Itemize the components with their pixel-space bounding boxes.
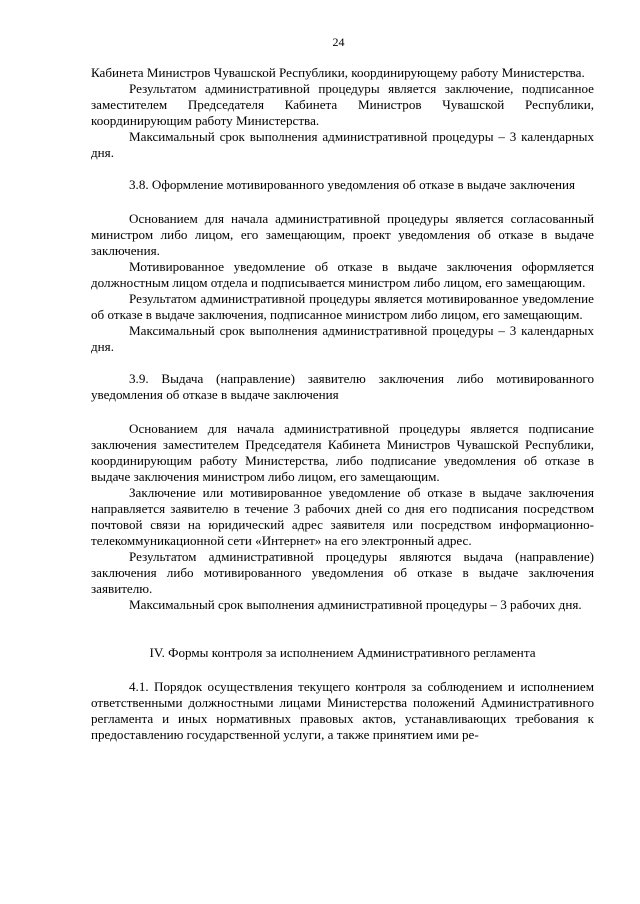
paragraph: Основанием для начала административной процедуры является согласованный министром либо лицом, его замещающим, проект уведомления об отказе в выдаче заключения.	[91, 211, 594, 258]
spacer	[91, 629, 594, 645]
paragraph: Максимальный срок выполнения административной процедуры – 3 календарных дня.	[91, 129, 594, 160]
paragraph: Максимальный срок выполнения административной процедуры – 3 рабочих дня.	[129, 597, 582, 612]
paragraph: Кабинета Министров Чувашской Республики, координирующему работу Министерства.	[91, 65, 585, 80]
spacer	[91, 161, 594, 177]
section-heading: 3.8. Оформление мотивированного уведомления об отказе в выдаче заключения	[129, 177, 576, 192]
paragraph: Основанием для начала административной процедуры является подписание заключения заместителем Председателя Кабинета Министров Чувашской Республики, координирующим работу Министерства, либо подписание уведомления об отказе в выдаче заключения министром либо лицом, его замещающим.	[91, 421, 594, 484]
paragraph: 4.1. Порядок осуществления текущего контроля за соблюдением и исполнением ответственными должностными лицами Министерства положений Административного регламента и иных нормативных правовых актов, устанавливающих требования к предоставлению государственной услуги, а также принятием ими ре-	[91, 679, 594, 742]
paragraph: Максимальный срок выполнения административной процедуры – 3 календарных дня.	[91, 323, 594, 354]
section-heading: 3.9. Выдача (направление) заявителю заключения либо мотивированного уведомления об отказе в выдаче заключения	[91, 371, 594, 402]
spacer	[91, 613, 594, 629]
chapter-heading: IV. Формы контроля за исполнением Административного регламента	[149, 645, 536, 660]
spacer	[91, 355, 594, 371]
paragraph: Результатом административной процедуры являются выдача (направление) заключения либо мотивированного уведомления об отказе в выдаче заключения заявителю.	[91, 549, 594, 596]
spacer	[91, 403, 594, 421]
paragraph: Заключение или мотивированное уведомление об отказе в выдаче заключения направляется заявителю в течение 3 рабочих дней со дня его подписания посредством почтовой связи на юридический адрес заявителя или посредством информационно-телекоммуникационной сети «Интернет» на его электронный адрес.	[91, 485, 594, 548]
document-page	[91, 34, 594, 743]
paragraph: Результатом административной процедуры является мотивированное уведомление об отказе в выдаче заключения, подписанное министром либо лицом, его замещающим.	[91, 291, 594, 322]
spacer	[91, 661, 594, 679]
paragraph: Результатом административной процедуры является заключение, подписанное заместителем Председателя Кабинета Министров Чувашской Республики, координирующим работу Министерства.	[91, 81, 594, 128]
paragraph: Мотивированное уведомление об отказе в выдаче заключения оформляется должностным лицом отдела и подписывается министром либо лицом, его замещающим.	[91, 259, 594, 290]
page-number: 24	[332, 35, 345, 49]
spacer	[91, 193, 594, 211]
